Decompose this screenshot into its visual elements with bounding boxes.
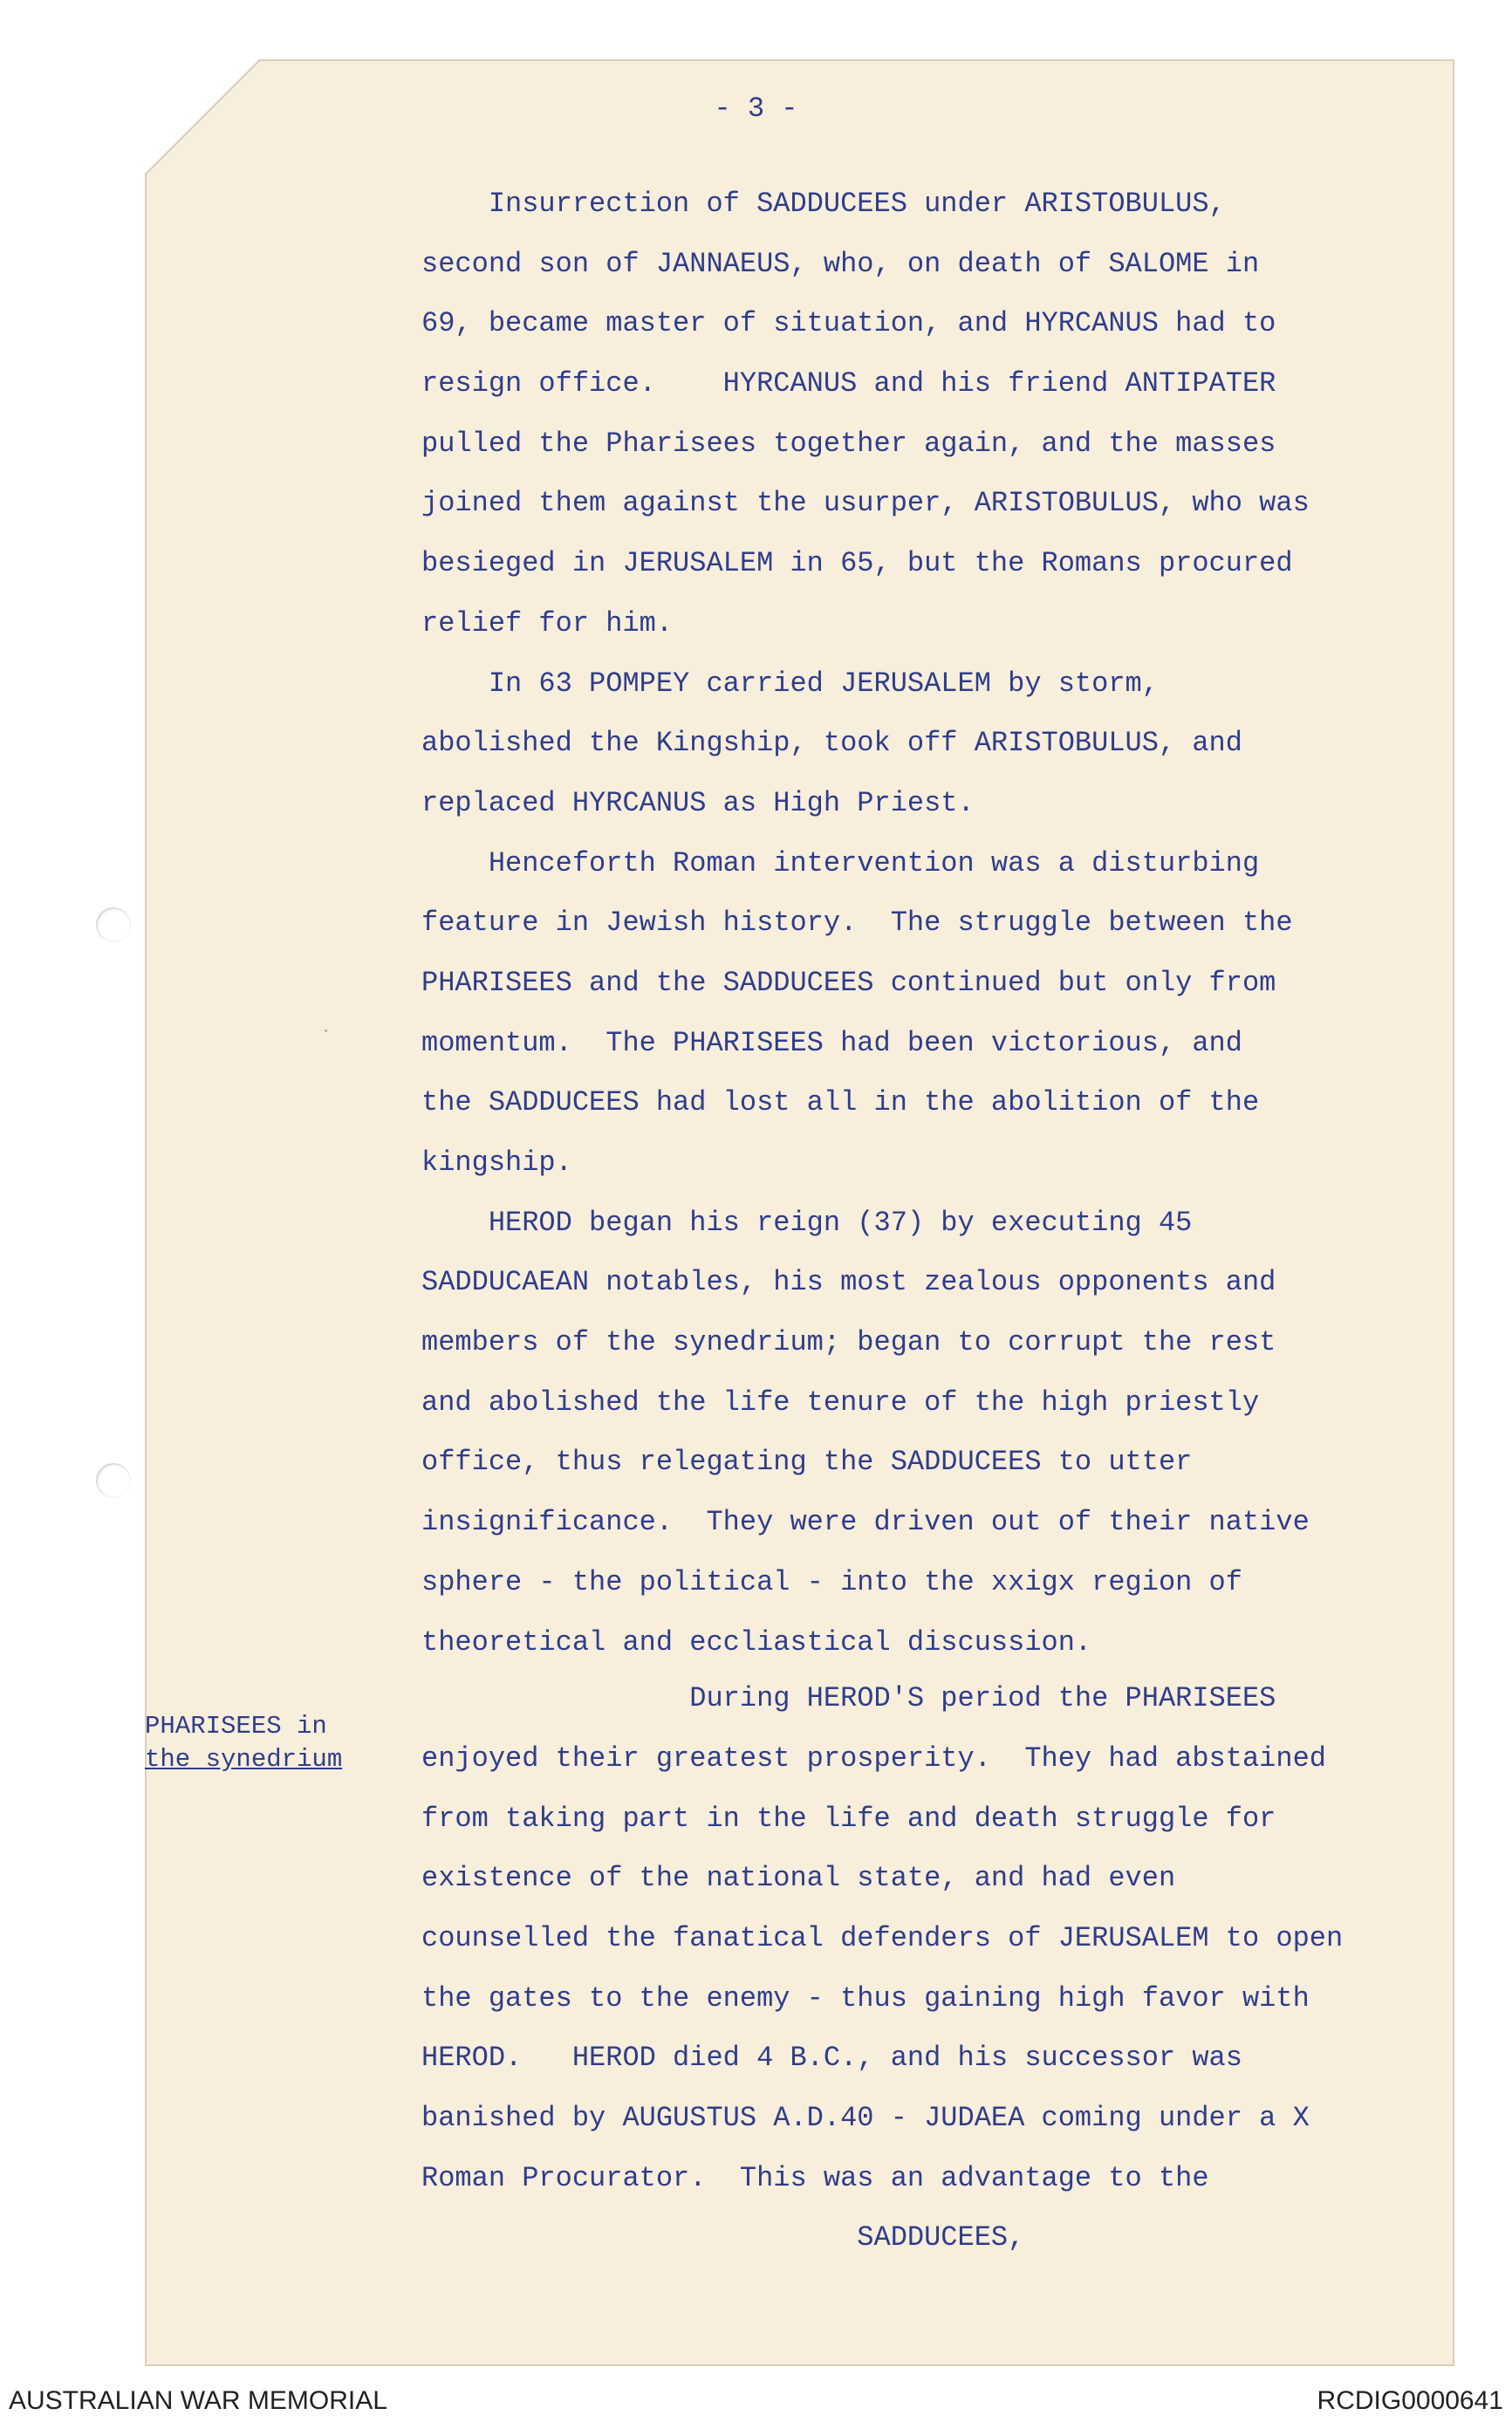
text-line: kingship. (421, 1146, 572, 1179)
text-line: banished by AUGUSTUS A.D.40 - JUDAEA coming under a X (421, 2102, 1310, 2134)
paper-mark (325, 1030, 327, 1032)
text-line: During HEROD'S period the PHARISEES (421, 1682, 1276, 1715)
paragraph (421, 174, 1416, 654)
paragraph (421, 1669, 1416, 2268)
text-line: the SADDUCEES had lost all in the abolition of the (421, 1086, 1260, 1119)
text-line: 69, became master of situation, and HYRCANUS had to (421, 307, 1276, 340)
text-line: replaced HYRCANUS as High Priest. (421, 786, 975, 819)
footer-record-id: RCDIG0000641 (1317, 2386, 1503, 2415)
text-line: joined them against the usurper, ARISTOBULUS, who was (421, 487, 1310, 520)
paragraph (421, 834, 1416, 1194)
text-line: insignificance. They were driven out of their native (421, 1506, 1310, 1539)
typed-body (421, 174, 1416, 2268)
text-line: Roman Procurator. This was an advantage to the (421, 2161, 1209, 2194)
text-line: resign office. HYRCANUS and his friend ANTIPATER (421, 367, 1276, 400)
text-line: HEROD. HEROD died 4 B.C., and his successor was (421, 2042, 1242, 2075)
text-line: feature in Jewish history. The struggle between the (421, 907, 1293, 940)
paragraph (421, 1194, 1416, 1673)
text-line: pulled the Pharisees together again, and the masses (421, 427, 1276, 460)
text-line: members of the synedrium; began to corrupt the rest (421, 1326, 1276, 1359)
text-line: existence of the national state, and had even (421, 1862, 1176, 1895)
text-line: and abolished the life tenure of the high priestly (421, 1385, 1260, 1419)
margin-note-line: the synedrium (145, 1745, 343, 1774)
text-line: from taking part in the life and death struggle for (421, 1802, 1276, 1835)
text-line: SADDUCEES, (421, 2221, 1025, 2254)
text-line: SADDUCAEAN notables, his most zealous opponents and (421, 1266, 1276, 1299)
text-line: second son of JANNAEUS, who, on death of SALOME in (421, 247, 1260, 280)
text-line: enjoyed their greatest prosperity. They had abstained (421, 1741, 1326, 1775)
punch-hole (96, 1463, 131, 1498)
text-line: Insurrection of SADDUCEES under ARISTOBULUS, (421, 188, 1226, 220)
text-line: sphere - the political - into the xxigx region of (421, 1565, 1242, 1598)
page-number: - 3 - (714, 92, 798, 125)
paragraph (421, 654, 1416, 834)
text-line: relief for him. (421, 606, 674, 640)
text-line: the gates to the enemy - thus gaining high favor with (421, 1981, 1310, 2015)
text-line: momentum. The PHARISEES had been victorious, and (421, 1026, 1242, 1059)
text-line: office, thus relegating the SADDUCEES to utter (421, 1446, 1193, 1479)
footer-archive-name: AUSTRALIAN WAR MEMORIAL (9, 2386, 387, 2415)
text-line: In 63 POMPEY carried JERUSALEM by storm, (421, 667, 1159, 700)
text-line: PHARISEES and the SADDUCEES continued but only from (421, 966, 1276, 999)
margin-note-line: PHARISEES in (145, 1712, 327, 1741)
punch-hole (96, 907, 131, 942)
text-line: counselled the fanatical defenders of JERUSALEM to open (421, 1921, 1344, 1954)
text-line: abolished the Kingship, took off ARISTOBULUS, and (421, 727, 1242, 760)
text-line: HEROD began his reign (37) by executing 45 (421, 1206, 1193, 1239)
text-line: Henceforth Roman intervention was a disturbing (421, 846, 1260, 879)
text-line: besieged in JERUSALEM in 65, but the Romans procured (421, 547, 1293, 580)
text-line: theoretical and eccliastical discussion. (421, 1625, 1092, 1659)
margin-note (145, 1710, 407, 1776)
